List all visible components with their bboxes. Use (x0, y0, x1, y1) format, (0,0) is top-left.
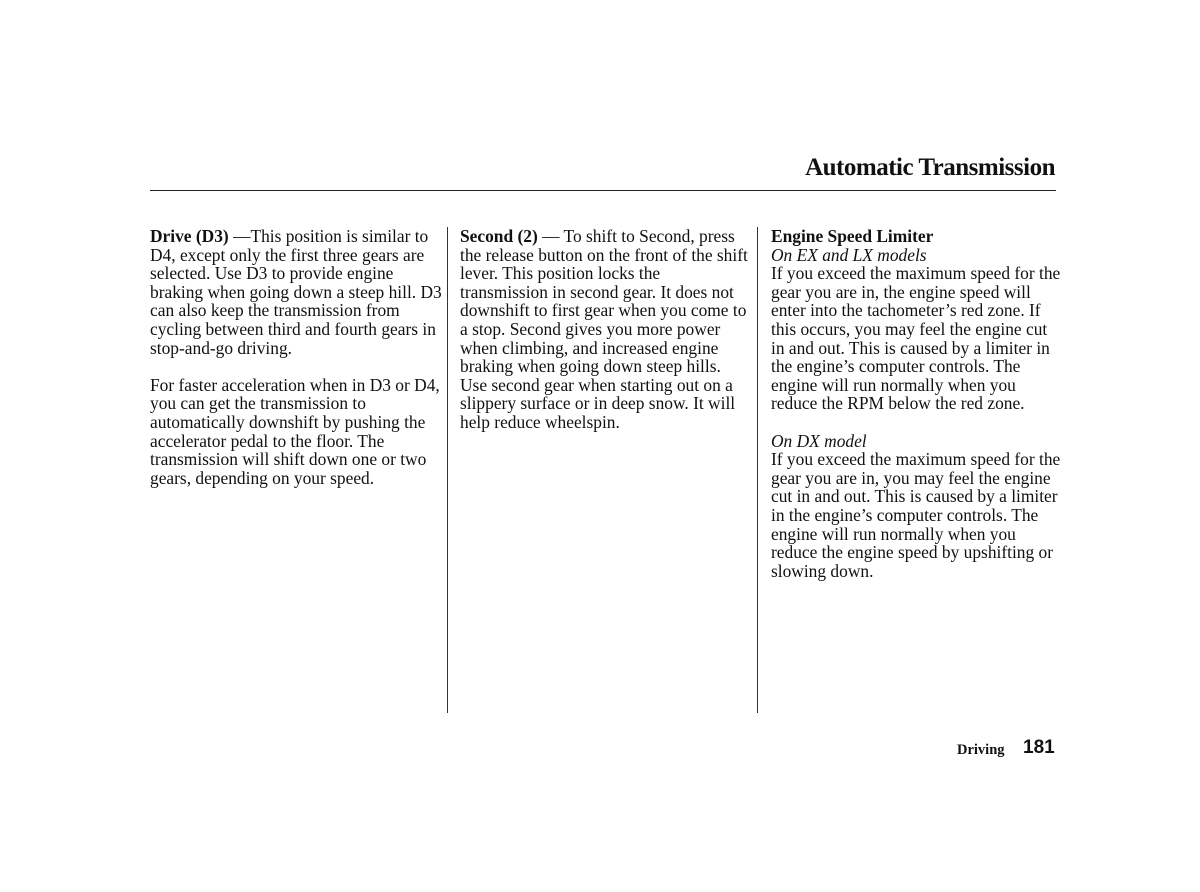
header-rule (150, 190, 1056, 191)
column-divider-2 (757, 227, 758, 713)
drive-text: —This position is similar to D4, except only the first three gears are selected. Use D3 to provide engine braking when going down a steep hill. D3 can also keep the transmission from cycling between third and fourth gears in stop-and-go driving. (150, 226, 442, 358)
column-drive (150, 227, 442, 487)
ex-lx-models-label: On EX and LX models (771, 244, 927, 265)
ex-lx-paragraph: If you exceed the maximum speed for the gear you are in, the engine speed will enter into the tachometer’s red zone. If this occurs, you may feel the engine cut in and out. This is caused by a limiter in the engine’s computer controls. The engine will run normally when you reduce the RPM below the red zone. (771, 263, 1061, 414)
limiter-heading: Engine Speed Limiter (771, 226, 934, 246)
page-number: 181 (1023, 737, 1055, 758)
dx-paragraph: If you exceed the maximum speed for the gear you are in, you may feel the engine cut in and out. This is caused by a limiter in the engine’s computer controls. The engine will run normally when you reduce the engine speed by upshifting or slowing down. (771, 449, 1061, 581)
column-engine-speed-limiter (771, 227, 1063, 580)
page-title: Automatic Transmission (805, 154, 1055, 181)
footer-section-label: Driving (957, 742, 1005, 758)
second-heading: Second (2) (460, 226, 538, 246)
drive-paragraph (150, 227, 442, 357)
column-divider-1 (447, 227, 448, 713)
column-second (460, 227, 752, 432)
acceleration-paragraph: For faster acceleration when in D3 or D4, you can get the transmission to automatically downshift by pushing the accelerator pedal to the floor. The transmission will shift down one or two gears, depending on your speed. (150, 374, 440, 488)
second-paragraph (460, 227, 752, 432)
drive-heading: Drive (D3) (150, 226, 229, 246)
second-text: — To shift to Second, press the release button on the front of the shift lever. This position locks the transmission in second gear. It does not downshift to first gear when you come to a stop. Second gives you more power when climbing, and increased engine braking when going down steep hills. Use second gear when starting out on a slippery surface or in deep snow. It will help reduce wheelspin. (460, 226, 748, 432)
dx-model-label: On DX model (771, 430, 867, 451)
